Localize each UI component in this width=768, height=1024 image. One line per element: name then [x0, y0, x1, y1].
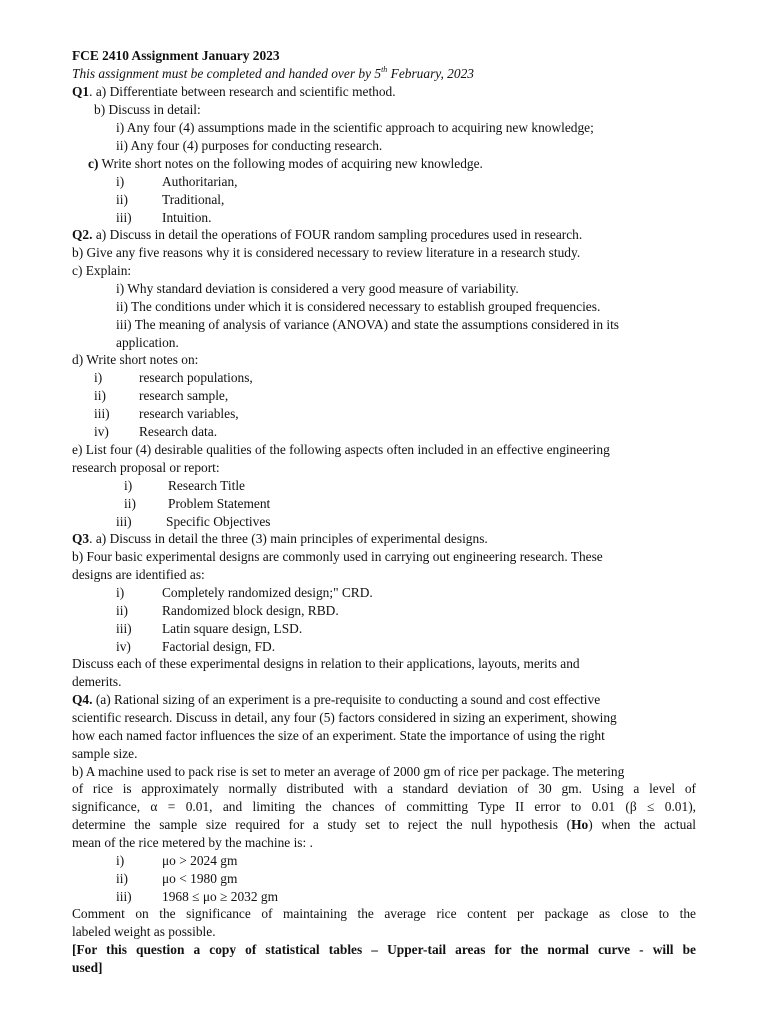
q2-part-e: research proposal or report:: [72, 460, 220, 475]
document-title: FCE 2410 Assignment January 2023: [72, 48, 280, 63]
q4-part-a: how each named factor influences the size of an experiment. State the importance of using the right: [72, 728, 605, 743]
q2-part-d: d) Write short notes on:: [72, 352, 199, 367]
q4-note: [For this question a copy of statistical tables – Upper-tail areas for the normal curve - will be: [72, 942, 696, 957]
q3-part-a: Q3. a) Discuss in detail the three (3) main principles of experimental designs.: [72, 531, 488, 546]
q4-part-b: determine the sample size required for a study set to reject the null hypothesis (Ho) when the actual: [72, 817, 696, 832]
q4-comment: Comment on the significance of maintaining the average rice content per package as close to the: [72, 906, 696, 921]
q3-closing: Discuss each of these experimental designs in relation to their applications, layouts, merits and: [72, 656, 580, 671]
q4-part-a: Q4. (a) Rational sizing of an experiment is a pre-requisite to conducting a sound and cost effective: [72, 692, 601, 707]
q3-part-b: designs are identified as:: [72, 567, 205, 582]
q2-label: Q2.: [72, 227, 93, 242]
q2-c-item: iii) The meaning of analysis of variance (ANOVA) and state the assumptions considered in its: [116, 317, 620, 332]
q4-part-a: sample size.: [72, 746, 138, 761]
q3-part-b: b) Four basic experimental designs are commonly used in carrying out engineering research. These: [72, 549, 603, 564]
q2-c-item: application.: [116, 335, 179, 350]
q2-c-item: i) Why standard deviation is considered a very good measure of variability.: [116, 281, 519, 296]
q4-part-a: scientific research. Discuss in detail, any four (5) factors considered in sizing an experiment, showing: [72, 710, 617, 725]
q2-part-b: b) Give any five reasons why it is considered necessary to review literature in a research study.: [72, 245, 581, 260]
q4-note: used]: [72, 960, 103, 975]
assignment-page: FCE 2410 Assignment January 2023 This assignment must be completed and handed over by 5th February, 2023 Q1. a) Differentiate between research and scientific method. b) Discuss in detail: i) Any four (4) assumptions made in the scientific approach to acquiring new knowledge; ii) Any four (4) purposes for conducting research. c) Write short notes on the following modes of acquiring new knowledge. i) Authoritarian, ii) Traditional, iii) Intuition. Q2. a) Discuss in detail the operations of FOUR random sampling procedures used in research. b) Give any five reasons why it is considered necessary to review literature in a research study. c) Explain: i) Why standard deviation is considered a very good measure of variability. ii) The conditions under which it is considered necessary to establish grouped frequencies. iii) The meaning of analysis of variance (ANOVA) and state the assumptions considered in its application. d) Write short notes on: i) research populations, ii) research sample, iii) research variables, iv) Research data. e) List four (4) desirable qualities of the following aspects often included in an effective engineering research proposal or report: i) Research Title ii) Problem Statement iii) Specific Objectives Q3. a) Discuss in detail the three (3) main principles of experimental designs. b) Four basic experimental designs are commonly used in carrying out engineering research. These designs are identified as: i) Completely randomized design;" CRD. ii) Randomized block design, RBD. iii) Latin square design, LSD. iv) Factorial design, FD. Discuss each of these experimental designs in relation to their applications, layouts, merits and demerits. Q4. (a) Rational sizing of an experiment is a pre-requisite to conducting a sound and cost effective scientific research. Discuss in detail, any four (5) factors considered in sizing an experiment, showing how each named factor influences the size of an experiment. State the importance of using the right sample size. b) A machine used to pack rise is set to meter an average of 2000 gm of rice per package. The metering of rice is approximately normally distributed with a standard deviation of 30 gm. Using a level of significance, α = 0.01, and limiting the chances of committing Type II error to 0.01 (β ≤ 0.01), determine the sample size required for a study set to reject the null hypothesis (Ho) when the actual mean of the rice metered by the machine is: . i) μo > 2024 gm ii) μo < 1980 gm iii) 1968 ≤ μo ≥ 2032 gm Comment on the significance of maintaining the average rice content per package as close to the labeled weight as possible. [For this question a copy of statistical tables – Upper-tail areas for the normal curve - will be used]: [72, 48, 696, 975]
q4-part-b: b) A machine used to pack rise is set to meter an average of 2000 gm of rice per package. The metering: [72, 764, 625, 779]
q3-label: Q3: [72, 531, 90, 546]
q2-c-item: ii) The conditions under which it is considered necessary to establish grouped frequencies.: [116, 299, 601, 314]
q1-b-item: ii) Any four (4) purposes for conducting research.: [116, 138, 383, 153]
q4-part-b: significance, α = 0.01, and limiting the chances of committing Type II error to 0.01 (β ≤ 0.01),: [72, 799, 696, 814]
submission-notice: This assignment must be completed and handed over by 5th February, 2023: [72, 65, 474, 81]
q2-part-c: c) Explain:: [72, 263, 132, 278]
q4-part-b: mean of the rice metered by the machine is: .: [72, 835, 313, 850]
q2-part-e: e) List four (4) desirable qualities of the following aspects often included in an effective engineering: [72, 442, 610, 457]
q4-comment: labeled weight as possible.: [72, 924, 216, 939]
q1-part-a: Q1. a) Differentiate between research and scientific method.: [72, 84, 396, 99]
q2-part-a: Q2. a) Discuss in detail the operations of FOUR random sampling procedures used in research.: [72, 227, 583, 242]
q1-part-b: b) Discuss in detail:: [94, 102, 201, 117]
q1-b-item: i) Any four (4) assumptions made in the scientific approach to acquiring new knowledge;: [116, 120, 594, 135]
q4-label: Q4.: [72, 692, 93, 707]
q3-closing: demerits.: [72, 674, 122, 689]
q4-part-b: of rice is approximately normally distributed with a standard deviation of 30 gm. Using a level of: [72, 781, 696, 796]
q1-part-c: c) Write short notes on the following modes of acquiring new knowledge.: [88, 156, 483, 171]
q1-label: Q1: [72, 84, 90, 99]
